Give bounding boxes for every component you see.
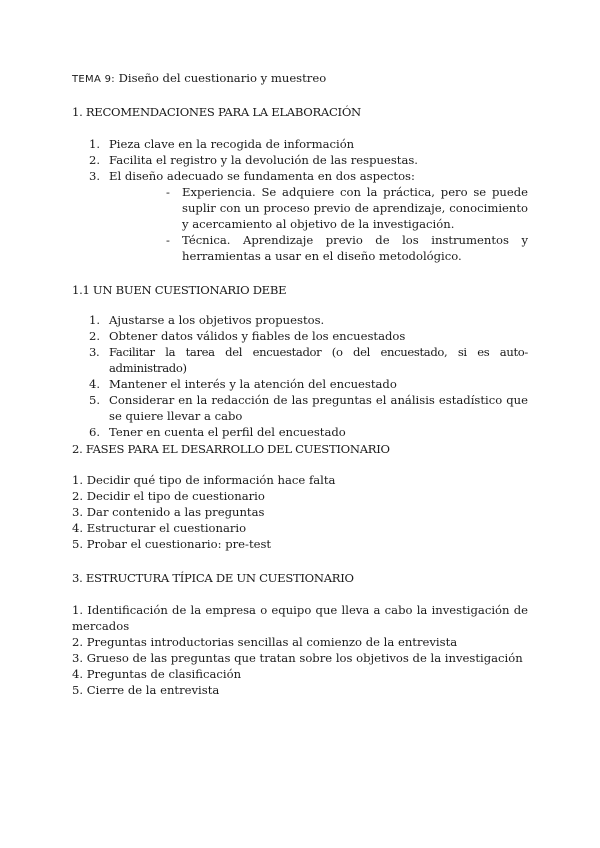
- section-1-1-heading: 1.1 UN BUEN CUESTIONARIO DEBE: [72, 283, 287, 297]
- list-item: 2. Facilita el registro y la devolución de las respuestas.: [89, 153, 418, 167]
- list-item: 1. Pieza clave en la recogida de información: [89, 137, 355, 151]
- list-item: 5. Cierre de la entrevista: [72, 683, 220, 697]
- topic-tag: TEMA 9:: [72, 74, 115, 85]
- topic-title: Diseño del cuestionario y muestreo: [118, 71, 327, 85]
- list-item: 3. Facilitar la tarea del encuestador (o del encuestado, si es auto-administrado): [89, 345, 528, 375]
- list-item: 4. Estructurar el cuestionario: [72, 521, 247, 535]
- list-item: 2. Preguntas introductorias sencillas al comienzo de la entrevista: [72, 635, 458, 649]
- list-item: 6. Tener en cuenta el perfil del encuestado: [89, 425, 346, 439]
- section-1-list: [72, 136, 528, 264]
- section-3-heading: 3. ESTRUCTURA TÍPICA DE UN CUESTIONARIO: [72, 571, 354, 585]
- list-item: 1. Ajustarse a los objetivos propuestos.: [89, 313, 325, 327]
- section-2-heading: 2. FASES PARA EL DESARROLLO DEL CUESTIONARIO: [72, 442, 390, 456]
- list-item: 5. Considerar en la redacción de las preguntas el análisis estadístico que se quiere llevar a cabo: [89, 393, 528, 423]
- sublist-item: - Experiencia. Se adquiere con la práctica, pero se puede suplir con un proceso previo de aprendizaje, conocimiento y acercamiento al objetivo de la investigación.: [166, 185, 528, 231]
- section-1-1-list: [72, 312, 528, 440]
- list-item: 4. Mantener el interés y la atención del encuestado: [89, 377, 397, 391]
- list-item: 4. Preguntas de clasificación: [72, 667, 242, 681]
- list-item: 3. El diseño adecuado se fundamenta en dos aspectos: - Experiencia. Se adquiere con la práctica, pero se puede suplir con un proceso previo de aprendizaje, conocimiento y acercamiento al objetivo de la investigación. - Técnica. Aprendizaje previo de los instrumentos y herramientas a usar en el diseño metodológico.: [89, 169, 528, 263]
- list-item: 1. Identificación de la empresa o equipo que lleva a cabo la investigación de mercados: [72, 603, 528, 633]
- section-2-list: [72, 472, 528, 552]
- list-item: 2. Obtener datos válidos y fiables de los encuestados: [89, 329, 406, 343]
- list-item: 3. Grueso de las preguntas que tratan sobre los objetivos de la investigación: [72, 651, 523, 665]
- list-item: 2. Decidir el tipo de cuestionario: [72, 489, 265, 503]
- sublist-item: - Técnica. Aprendizaje previo de los instrumentos y herramientas a usar en el diseño metodológico.: [166, 233, 528, 263]
- list-item: 1. Decidir qué tipo de información hace falta: [72, 473, 336, 487]
- aspects-sublist: [109, 184, 528, 264]
- section-1-heading: 1. RECOMENDACIONES PARA LA ELABORACIÓN: [72, 105, 361, 119]
- list-item: 5. Probar el cuestionario: pre-test: [72, 537, 272, 551]
- section-3-list: [72, 602, 528, 698]
- list-item: 3. Dar contenido a las preguntas: [72, 505, 265, 519]
- page-title: [72, 70, 326, 88]
